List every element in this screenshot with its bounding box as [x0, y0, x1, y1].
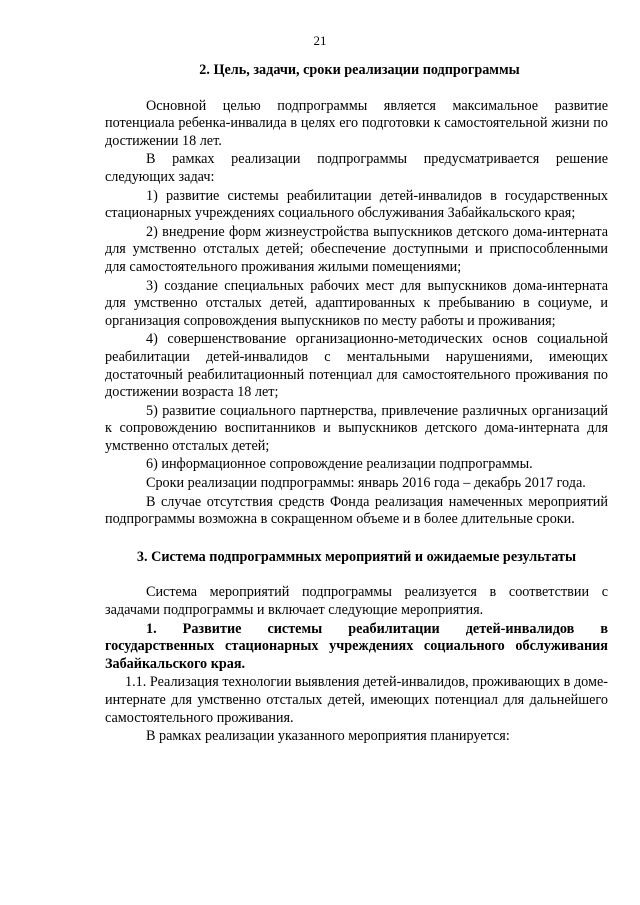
paragraph-system-intro: Система мероприятий подпрограммы реализуется в соответствии с задачами подпрограммы и включает следующие мероприятия.: [105, 584, 608, 619]
task-item-1: 1) развитие системы реабилитации детей-инвалидов в государственных стационарных учреждениях социального обслуживания Забайкальского края;: [105, 187, 608, 222]
task-item-4: 4) совершенствование организационно-методических основ социальной реабилитации детей-инвалидов с ментальными нарушениями, имеющих достаточный реабилитационный потенциал для самостоятельного проживания по достижении возраста 18 лет;: [105, 331, 608, 401]
document-body: [105, 62, 608, 747]
task-item-5: 5) развитие социального партнерства, привлечение различных организаций к сопровождению воспитанников и выпускников детского дома-интерната для умственно отсталых детей;: [105, 402, 608, 454]
section-2-heading: 2. Цель, задачи, сроки реализации подпрограммы: [199, 62, 520, 78]
task-item-6: 6) информационное сопровождение реализации подпрограммы.: [146, 456, 533, 473]
measure-1-title: 1. Развитие системы реабилитации детей-инвалидов в государственных стационарных учреждениях социального обслуживания Забайкальского края.: [105, 620, 608, 672]
page-number: 21: [313, 33, 327, 48]
paragraph-funding: В случае отсутствия средств Фонда реализация намеченных мероприятий подпрограммы возможна в сокращенном объеме и в более длительные сроки.: [105, 493, 608, 528]
paragraph-tasks-intro: В рамках реализации подпрограммы предусматривается решение следующих задач:: [105, 151, 608, 185]
paragraph-planned: В рамках реализации указанного мероприятия планируется:: [146, 728, 510, 745]
section-3-heading: 3. Система подпрограммных мероприятий и ожидаемые результаты: [136, 548, 577, 565]
paragraph-goal: Основной целью подпрограммы является максимальное развитие потенциала ребенка-инвалида в целях его подготовки к самостоятельной жизни по достижении 18 лет.: [105, 97, 608, 149]
task-item-3: 3) создание специальных рабочих мест для выпускников дома-интерната для умственно отсталых детей, адаптированных к пребыванию в социуме, и организация сопровождения выпускников по месту работы и проживания;: [105, 277, 608, 329]
task-item-2: 2) внедрение форм жизнеустройства выпускников детского дома-интерната для умственно отсталых детей; обеспечение доступными и приспособленными для самостоятельного проживания жилыми помещениями;: [105, 223, 608, 275]
measure-1-1: 1.1. Реализация технологии выявления детей-инвалидов, проживающих в доме-интернате для умственно отсталых детей, имеющих потенциал для дальнейшего самостоятельного проживания.: [105, 674, 608, 726]
paragraph-timeline: Сроки реализации подпрограммы: январь 2016 года – декабрь 2017 года.: [146, 475, 586, 492]
